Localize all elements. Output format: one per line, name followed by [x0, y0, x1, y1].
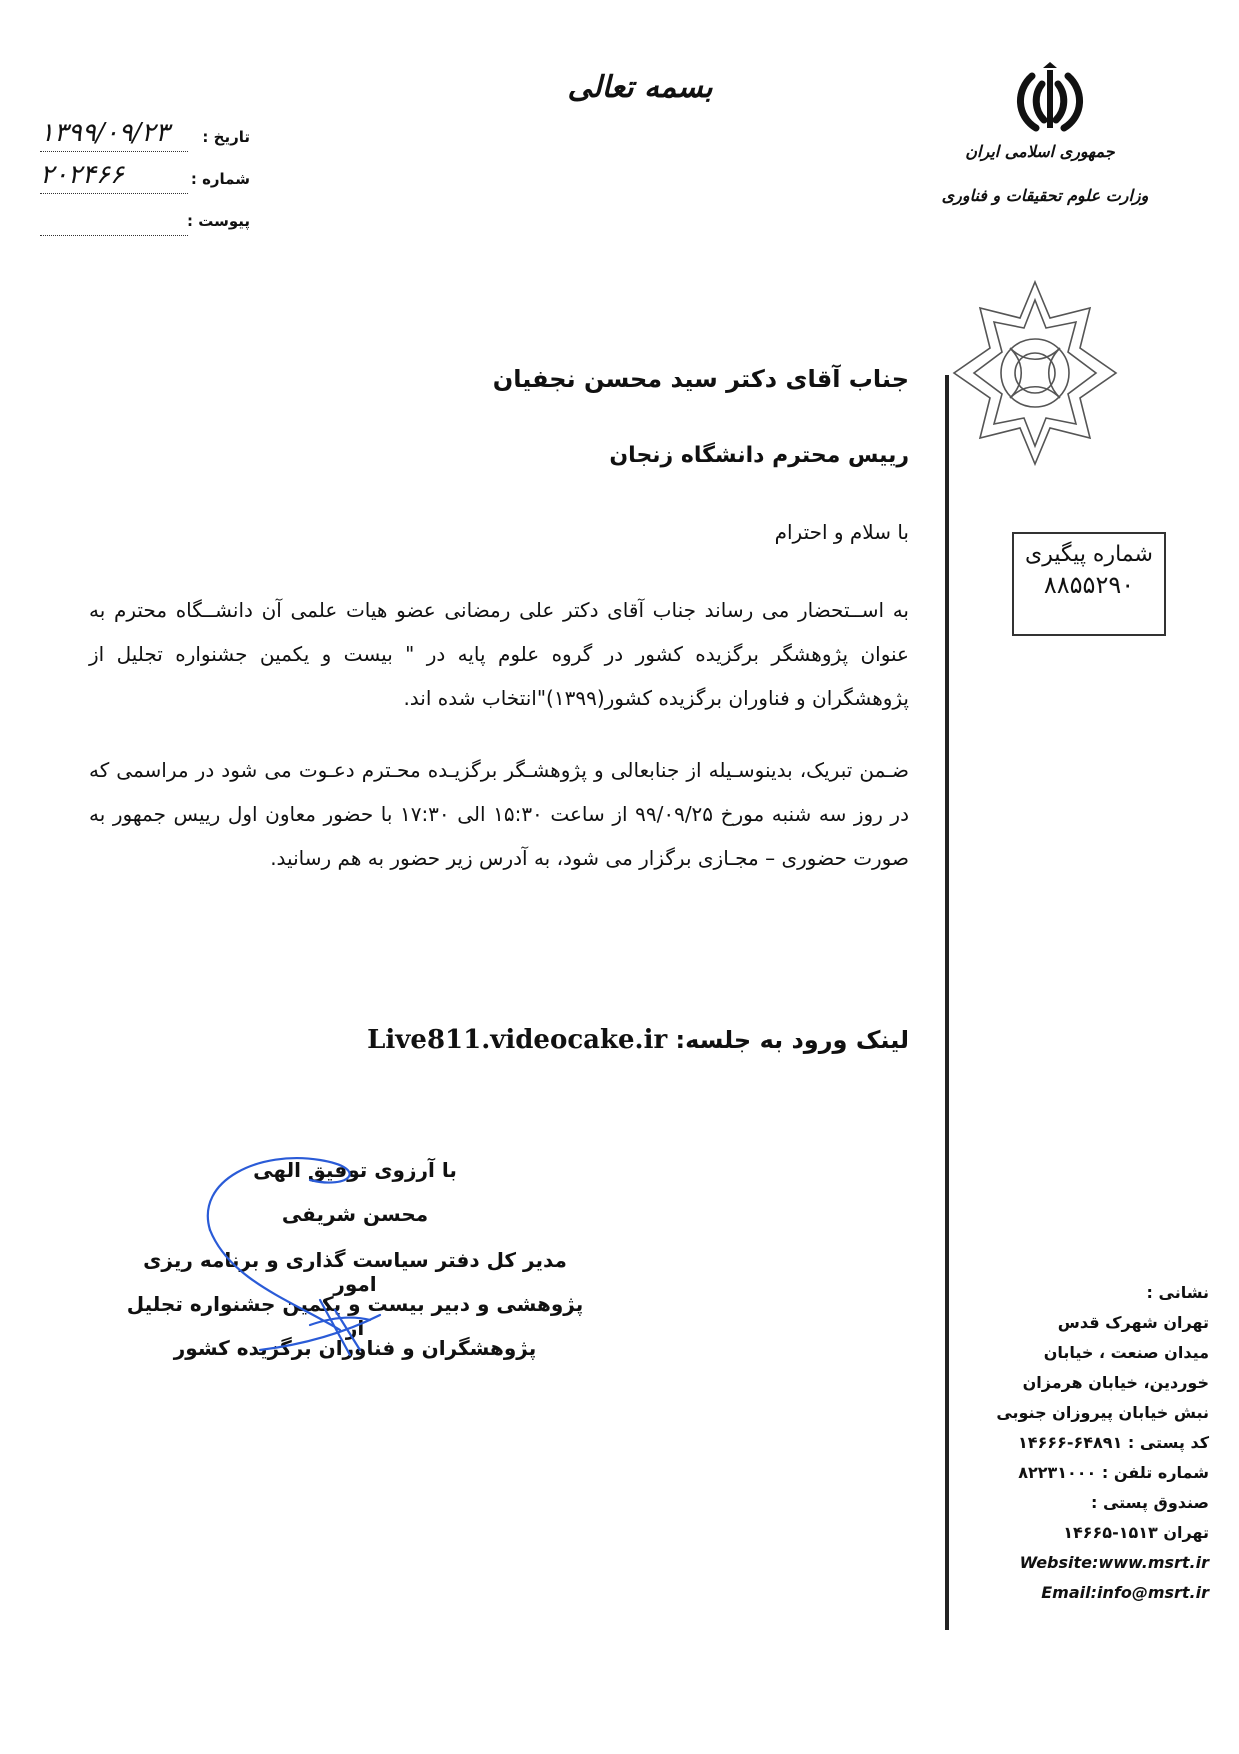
date-value: ۱۳۹۹/۰۹/۲۳	[40, 118, 170, 148]
number-value: ۲۰۲۴۶۶	[40, 160, 124, 190]
address-line: خوردین، خیابان هرمزان	[1022, 1373, 1209, 1392]
attachment-label: پیوست :	[186, 212, 250, 230]
po-box-label: صندوق پستی :	[1090, 1493, 1209, 1512]
po-box: تهران ۱۵۱۳-۱۴۶۶۵	[1063, 1523, 1209, 1542]
meeting-link-row	[209, 1025, 909, 1055]
attachment-row	[30, 208, 250, 242]
iran-emblem-icon	[1010, 60, 1090, 140]
date-row	[30, 118, 250, 158]
attachment-underline	[40, 235, 188, 236]
signer-title-line1: مدیر کل دفتر سیاست گذاری و برنامه ریزی امور	[143, 1248, 567, 1296]
addressee: جناب آقای دکتر سید محسن نجفیان	[492, 365, 909, 393]
paragraph-invitation: ضـمن تبریک، بدینوسـیله از جنابعالی و پژوهشـگر برگزیـده محـترم دعـوت می شود در مراسمی که در روز سه شنبه مورخ ۹۹/۰۹/۲۵ از ساعت ۱۵:۳۰ الی ۱۷:۳۰ با حضور معاون اول رییس جمهور به صورت حضوری – مجـازی برگزار می شود، به آدرس زیر حضور به هم رسانید.	[89, 758, 909, 870]
date-underline	[40, 151, 188, 152]
republic-title: جمهوری اسلامی ایران	[965, 142, 1115, 161]
signer-title-line2: پژوهشی و دبیر بیست و یکمین جشنواره تجلیل از	[126, 1292, 584, 1340]
greeting: با سلام و احترام	[774, 520, 909, 544]
address-line: نبش خیابان پیروزان جنوبی	[996, 1403, 1209, 1422]
phone-number: شماره تلفن : ۸۲۲۳۱۰۰۰	[1018, 1463, 1209, 1482]
tracking-number: ۸۸۵۵۲۹۰	[1043, 571, 1135, 599]
paragraph-announcement: به اســتحضار می رساند جناب آقای دکتر علی رمضانی عضو هیات علمی آن دانشــگاه محترم به عنوان پژوهشگر برگزیده کشور در گروه علوم پایه در " بیست و یکمین جشنواره تجلیل از پژوهشگران و فناوران برگزیده کشور(۱۳۹۹)"انتخاب شده اند.	[89, 598, 909, 710]
website-link[interactable]: Website:www.msrt.ir	[1019, 1553, 1209, 1572]
number-underline	[40, 193, 188, 194]
meeting-link[interactable]: Live811.videocake.ir	[367, 1025, 668, 1055]
signer-name: محسن شریفی	[281, 1202, 429, 1226]
postal-code: کد پستی : ۶۴۸۹۱-۱۴۶۶۶	[1018, 1433, 1209, 1452]
meeting-link-label: لینک ورود به جلسه:	[675, 1026, 909, 1054]
ornament-emblem-icon	[950, 278, 1120, 468]
number-row	[30, 160, 250, 200]
closing-line: با آرزوی توفیق الهی	[253, 1158, 457, 1182]
address-label: نشانی :	[1146, 1283, 1209, 1302]
email-link[interactable]: Email:info@msrt.ir	[1041, 1583, 1209, 1602]
tracking-label: شماره پیگیری	[1025, 542, 1153, 567]
address-line: تهران شهرک قدس	[1057, 1313, 1209, 1332]
signer-title-line3: پژوهشگران و فناوران برگزیده کشور	[173, 1336, 537, 1360]
number-label: شماره :	[190, 170, 250, 188]
address-line: میدان صنعت ، خیابان	[1043, 1343, 1209, 1362]
date-label: تاریخ :	[202, 128, 250, 146]
ministry-title: وزارت علوم تحقیقات و فناوری	[941, 186, 1149, 205]
addressee-position: رییس محترم دانشگاه زنجان	[609, 443, 909, 468]
handwritten-signature-icon	[200, 1150, 450, 1370]
vertical-divider	[945, 375, 949, 1630]
bismillah-heading: بسمه تعالی	[567, 70, 713, 105]
tracking-box	[1012, 532, 1166, 636]
